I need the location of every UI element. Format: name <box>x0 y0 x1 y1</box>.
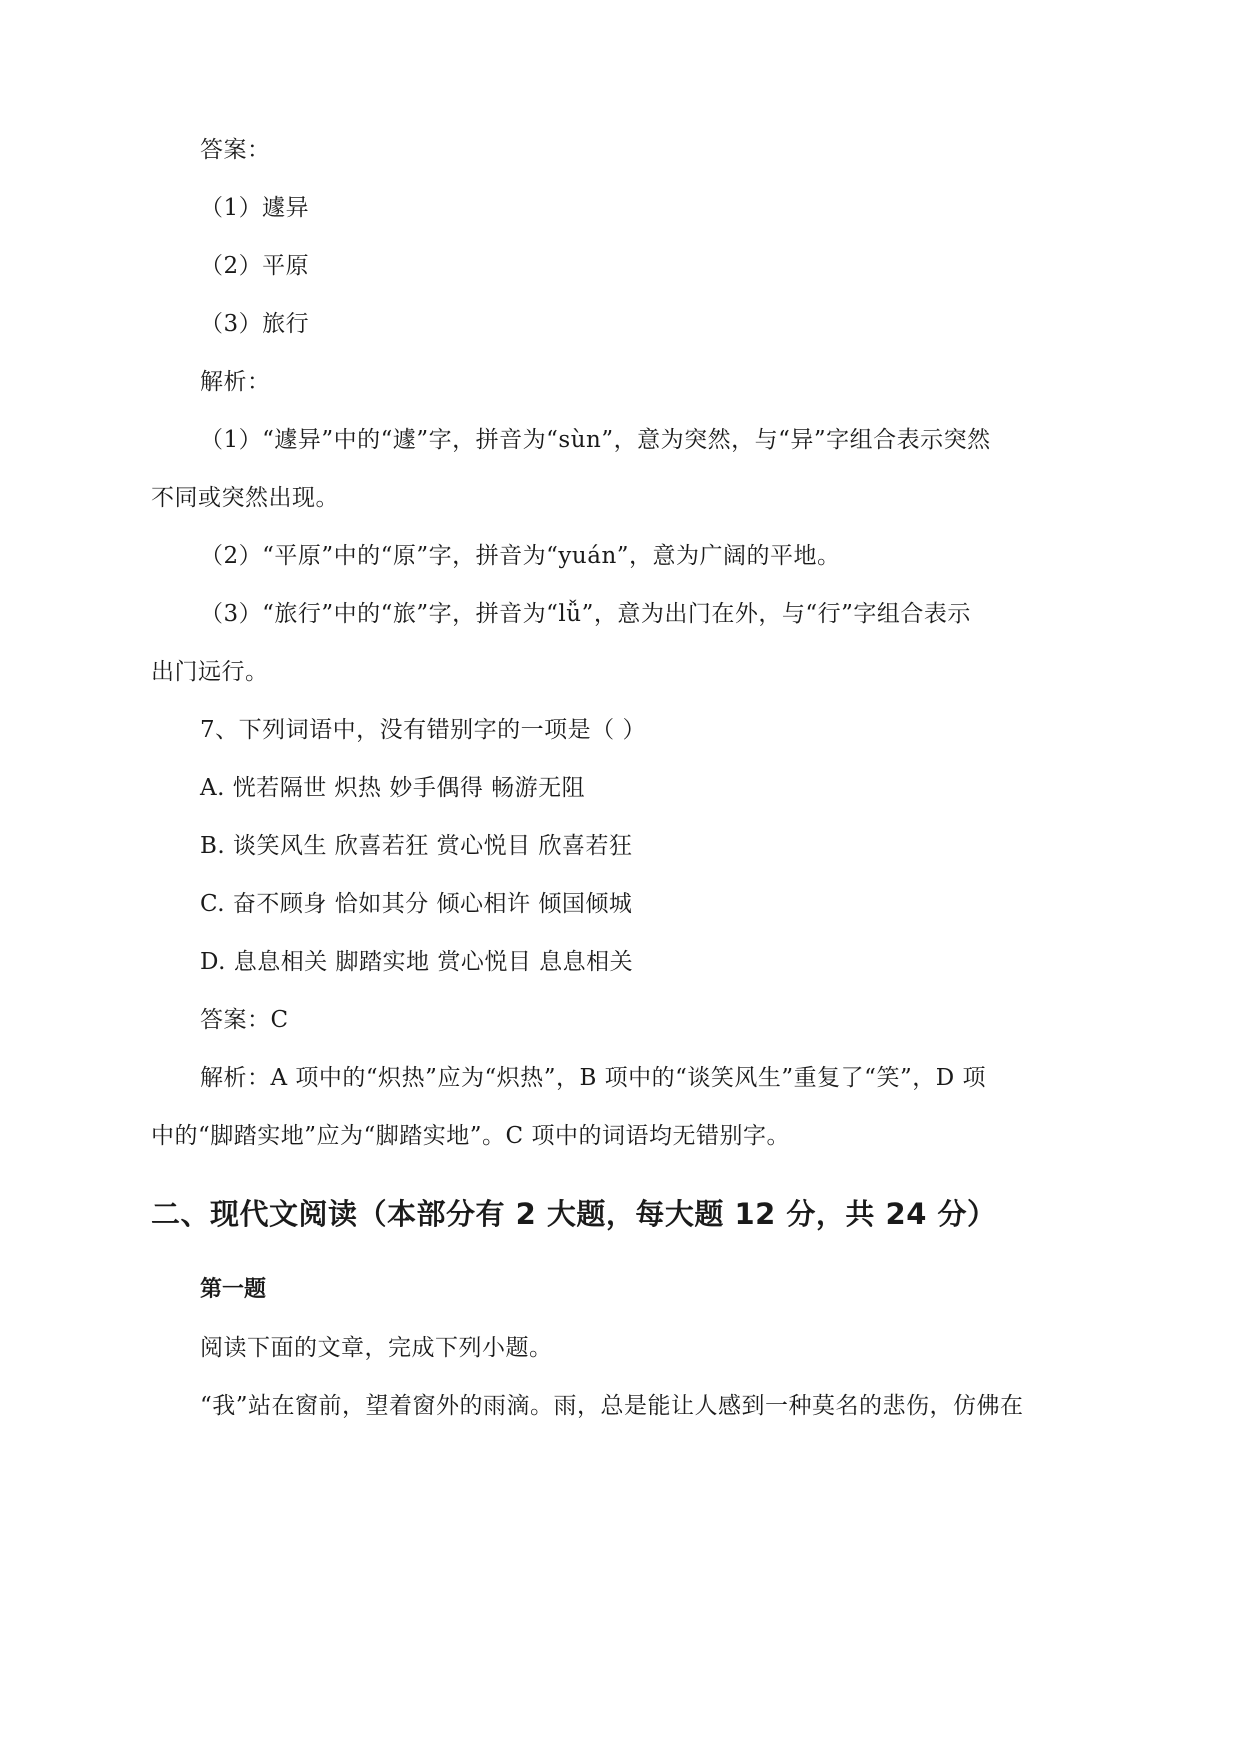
answer-label: 答案： <box>200 137 271 163</box>
answer-item-3: （3）旅行 <box>200 311 310 337</box>
section-heading: 二、现代文阅读（本部分有 2 大题，每大题 12 分，共 24 分） <box>151 1197 997 1231</box>
option-c: C. 奋不顾身 恰如其分 倾心相许 倾国倾城 <box>200 891 633 917</box>
passage-line-1: “我”站在窗前，望着窗外的雨滴。雨，总是能让人感到一种莫名的悲伤，仿佛在 <box>200 1393 1024 1419</box>
question-7-answer: 答案：C <box>200 1007 289 1033</box>
option-a: A. 恍若隔世 炽热 妙手偶得 畅游无阻 <box>200 775 586 801</box>
analysis-paragraph-1-line-1: （1）“遽异”中的“遽”字，拼音为“sùn”，意为突然，与“异”字组合表示突然 <box>200 427 991 453</box>
analysis-paragraph-3-line-1: （3）“旅行”中的“旅”字，拼音为“lǚ”，意为出门在外，与“行”字组合表示 <box>200 601 971 627</box>
option-d: D. 息息相关 脚踏实地 赏心悦目 息息相关 <box>200 949 634 975</box>
analysis-label: 解析： <box>200 369 271 395</box>
analysis-paragraph-1-line-2: 不同或突然出现。 <box>151 485 339 511</box>
option-b: B. 谈笑风生 欣喜若狂 赏心悦目 欣喜若狂 <box>200 833 633 859</box>
section-subheading: 第一题 <box>200 1277 267 1302</box>
analysis-paragraph-3-line-2: 出门远行。 <box>151 659 269 685</box>
reading-instruction: 阅读下面的文章，完成下列小题。 <box>200 1335 553 1361</box>
question-7: 7、下列词语中，没有错别字的一项是（ ） <box>200 717 646 743</box>
question-7-analysis-line-1: 解析：A 项中的“炽热”应为“炽热”，B 项中的“谈笑风生”重复了“笑”，D 项 <box>200 1065 986 1091</box>
question-7-analysis-line-2: 中的“脚踏实地”应为“脚踏实地”。C 项中的词语均无错别字。 <box>151 1123 790 1149</box>
answer-item-2: （2）平原 <box>200 253 310 279</box>
answer-item-1: （1）遽异 <box>200 195 310 221</box>
analysis-paragraph-2: （2）“平原”中的“原”字，拼音为“yuán”，意为广阔的平地。 <box>200 543 841 569</box>
